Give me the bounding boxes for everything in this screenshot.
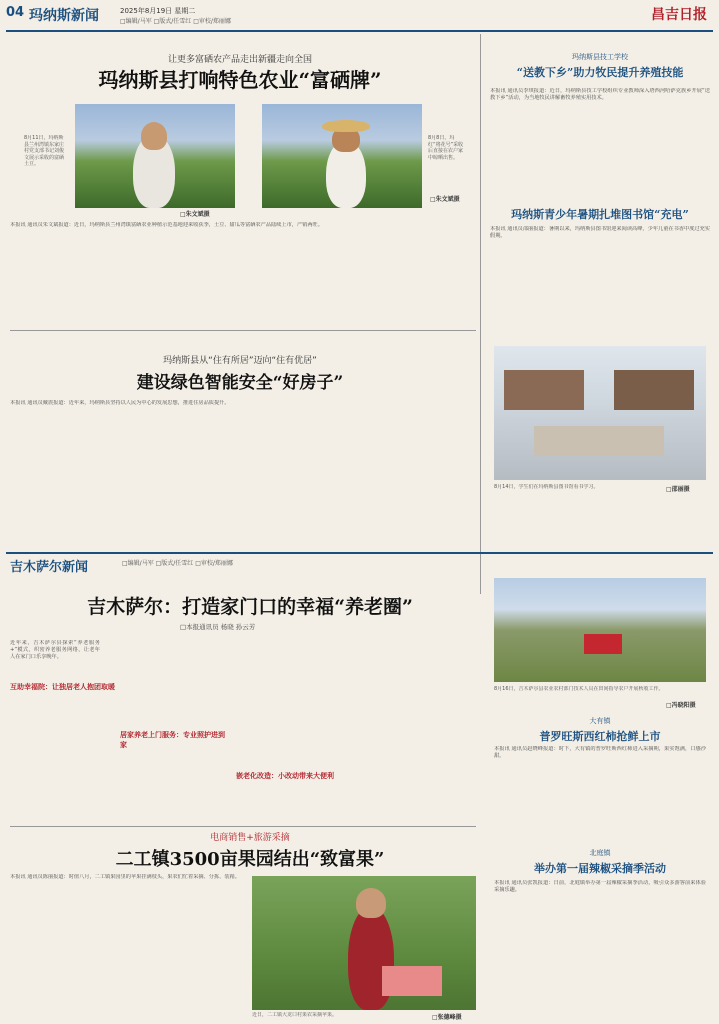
sidebar4-body: 本报讯 通讯员赵晓峰报道：时下，大有镇的普罗旺斯西红柿进入采摘期，果实饱满，口感沙甜。 xyxy=(494,746,706,759)
page-number: 04 xyxy=(6,5,25,20)
band-section-title: 吉木萨尔新闻 xyxy=(10,560,89,575)
article4-title: 二工镇3500亩果园结出“致富果” xyxy=(115,849,385,870)
sidebar2-title: 玛纳斯青少年暑期扎堆图书馆“充电” xyxy=(511,208,689,221)
article1-credit-left: □朱文斌摄 xyxy=(180,211,210,218)
header-rule xyxy=(6,30,713,32)
sidebar1-body: 本报讯 通讯员李琪报道：近日，玛纳斯县技工学校组织专业教师深入塔西河哈萨克族乡开展“送教下乡”活动，为当地牧民讲解畜牧养殖实用技术。 xyxy=(490,88,710,101)
article1-body: 本报讯 通讯员朱文斌报道：近日，玛纳斯县兰州湾镇富硒农业种植示范基地迎来收获季，土豆、甜瓜等富硒农产品陆续上市，产销两旺。 xyxy=(10,222,323,228)
article4-caption: 近日，二工镇大龙口村果农采摘苹果。 xyxy=(252,1012,338,1018)
article4-kicker: 电商销售+旅游采摘 xyxy=(210,833,290,843)
sidebar5-kicker: 北庭镇 xyxy=(589,849,611,857)
sidebar2-caption: 8月14日，学生们在玛纳斯县图书馆看书学习。 xyxy=(494,484,599,490)
article3-subhead-3: 嵌老化改造：小改动带来大便利 xyxy=(236,772,334,780)
sidebar2-credit: □邵丽摄 xyxy=(666,486,690,493)
sidebar3-caption: 8月16日，吉木萨尔县农业农村部门技术人员在田间指导农户开展秋收工作。 xyxy=(494,686,664,692)
article1-credit-right: □朱文斌摄 xyxy=(430,196,460,203)
newspaper-logo: 昌吉日报 xyxy=(651,7,707,23)
article1-photo-right xyxy=(262,104,422,208)
sidebar2-body: 本报讯 通讯员邵丽报道：暑期以来，玛纳斯县图书馆迎来阅读高峰，少年儿童在书香中度过充实假期。 xyxy=(490,226,710,239)
article4-orchard-photo xyxy=(252,876,476,1010)
article3-byline: □本报通讯员 杨晓 孙云芳 xyxy=(180,623,256,631)
article1-caption-right: 8月8日，玛红“将花号”采收后直接在农户家中晾晒出售。 xyxy=(428,135,464,161)
sidebar4-kicker: 大有镇 xyxy=(589,717,611,725)
article3-lead: 近年来，吉木萨尔县探索“养老服务+”模式，织密养老服务网络，让老年人在家门口乐享晚年。 xyxy=(10,640,100,660)
article4-rule xyxy=(10,826,476,827)
article2-title: 建设绿色智能安全“好房子” xyxy=(136,373,344,393)
sidebar5-body: 本报讯 通讯员张凯报道：日前，北庭镇举办第一届辣椒采摘季活动，吸引众多游客前来体验采摘乐趣。 xyxy=(494,880,706,893)
article2-body: 本报讯 通讯员戴震报道：近年来，玛纳斯县坚持以人民为中心的发展思想，推进住房品质提升。 xyxy=(10,400,230,406)
article3-subhead-2: 居家养老上门服务：专业照护进到家 xyxy=(120,731,225,749)
editor-credits: □编辑/马军 □版式/任雪红 □审校/郑丽娜 xyxy=(120,18,231,25)
article1-title: 玛纳斯县打响特色农业“富硒牌” xyxy=(98,68,382,92)
article1-kicker: 让更多富硒农产品走出新疆走向全国 xyxy=(167,55,312,65)
sidebar3-harvester-photo xyxy=(494,578,706,682)
column-rule xyxy=(480,34,481,594)
section-title: 玛纳斯新闻 xyxy=(29,8,99,24)
sidebar1-kicker: 玛纳斯县技工学校 xyxy=(572,53,628,61)
article3-title: 吉木萨尔：打造家门口的幸福“养老圈” xyxy=(87,596,413,618)
band-editors: □编辑/马军 □版式/任雪红 □审校/郑丽娜 xyxy=(122,560,233,567)
sidebar5-title: 举办第一届辣椒采摘季活动 xyxy=(534,862,666,875)
article4-credit: □张德峰摄 xyxy=(432,1014,462,1021)
article4-body: 本报讯 通讯员陈丽报道：时值八月，二工镇果园里的苹果挂满枝头，果农们忙着采摘、分拣、装箱。 xyxy=(10,874,240,880)
issue-date: 2025年8月19日 星期二 xyxy=(120,7,196,15)
sidebar2-library-photo xyxy=(494,346,706,480)
section-band xyxy=(6,552,713,554)
article2-kicker: 玛纳斯县从“住有所居”迈向“住有优居” xyxy=(163,356,317,366)
sidebar3-credit: □冯晓阳摄 xyxy=(666,702,696,709)
article1-photo-left xyxy=(75,104,235,208)
article2-rule xyxy=(10,330,476,331)
sidebar1-title: “送教下乡”助力牧民提升养殖技能 xyxy=(516,66,684,79)
article1-caption-left: 8月11日，玛纳斯县兰州湾镇东家庄村党支部书记刘俊文展示采收的富硒土豆。 xyxy=(24,135,64,167)
sidebar4-title: 普罗旺斯西红柿抢鲜上市 xyxy=(539,730,661,743)
article3-body xyxy=(10,700,474,818)
article3-subhead-1: 互助幸福院：让独居老人抱团取暖 xyxy=(10,683,115,691)
